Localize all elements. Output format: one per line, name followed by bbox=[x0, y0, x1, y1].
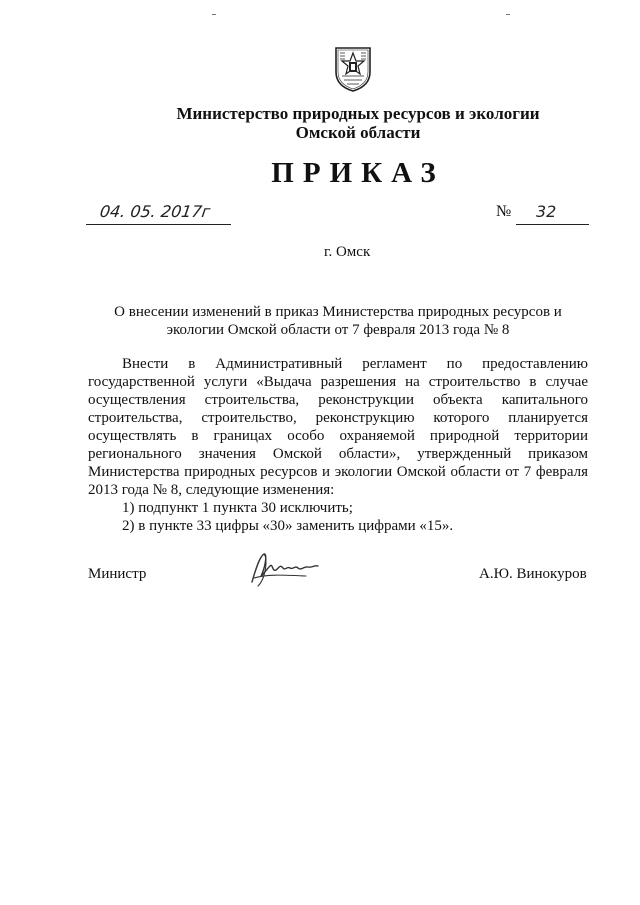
body-line: строительства, строительство, реконструкцию которого планируется bbox=[88, 410, 588, 426]
body-line: Министерства природных ресурсов и экологии Омской области от 7 февраля bbox=[88, 464, 588, 480]
date-field bbox=[86, 202, 231, 225]
scan-mark bbox=[212, 14, 216, 15]
body-line: Внести в Административный регламент по предоставлению bbox=[122, 356, 588, 372]
subject-line: О внесении изменений в приказ Министерства природных ресурсов и bbox=[114, 304, 562, 320]
handwritten-date: 04. 05. 2017г bbox=[98, 202, 212, 221]
list-item: 1) подпункт 1 пункта 30 исключить; bbox=[122, 500, 353, 516]
scan-mark bbox=[506, 14, 510, 15]
handwritten-signature bbox=[246, 548, 322, 588]
body-line: осуществлять в границах особо охраняемой природной территории bbox=[88, 428, 588, 444]
ministry-name-line2: Омской области bbox=[295, 123, 421, 142]
number-field bbox=[516, 202, 589, 225]
body-line: государственной услуги «Выдача разрешения на строительство в случае bbox=[88, 374, 588, 390]
subject-line: экологии Омской области от 7 февраля 2013 года № 8 bbox=[166, 322, 510, 338]
ministry-name-line1: Министерство природных ресурсов и экологии bbox=[176, 104, 540, 123]
coat-of-arms-emblem bbox=[333, 44, 373, 92]
handwritten-number: 32 bbox=[536, 202, 557, 221]
document-type-title: ПРИКАЗ bbox=[271, 157, 445, 189]
number-label: № bbox=[496, 203, 512, 220]
body-line: регионального значения Омской области», утвержденный приказом bbox=[88, 446, 588, 462]
signatory-name: А.Ю. Винокуров bbox=[479, 566, 587, 582]
city-label: г. Омск bbox=[324, 244, 371, 260]
list-item: 2) в пункте 33 цифры «30» заменить цифрами «15». bbox=[122, 518, 454, 534]
body-line: 2013 года № 8, следующие изменения: bbox=[88, 482, 335, 498]
body-line: осуществления строительства, реконструкции объекта капитального bbox=[88, 392, 588, 408]
signatory-role: Министр bbox=[88, 566, 147, 582]
